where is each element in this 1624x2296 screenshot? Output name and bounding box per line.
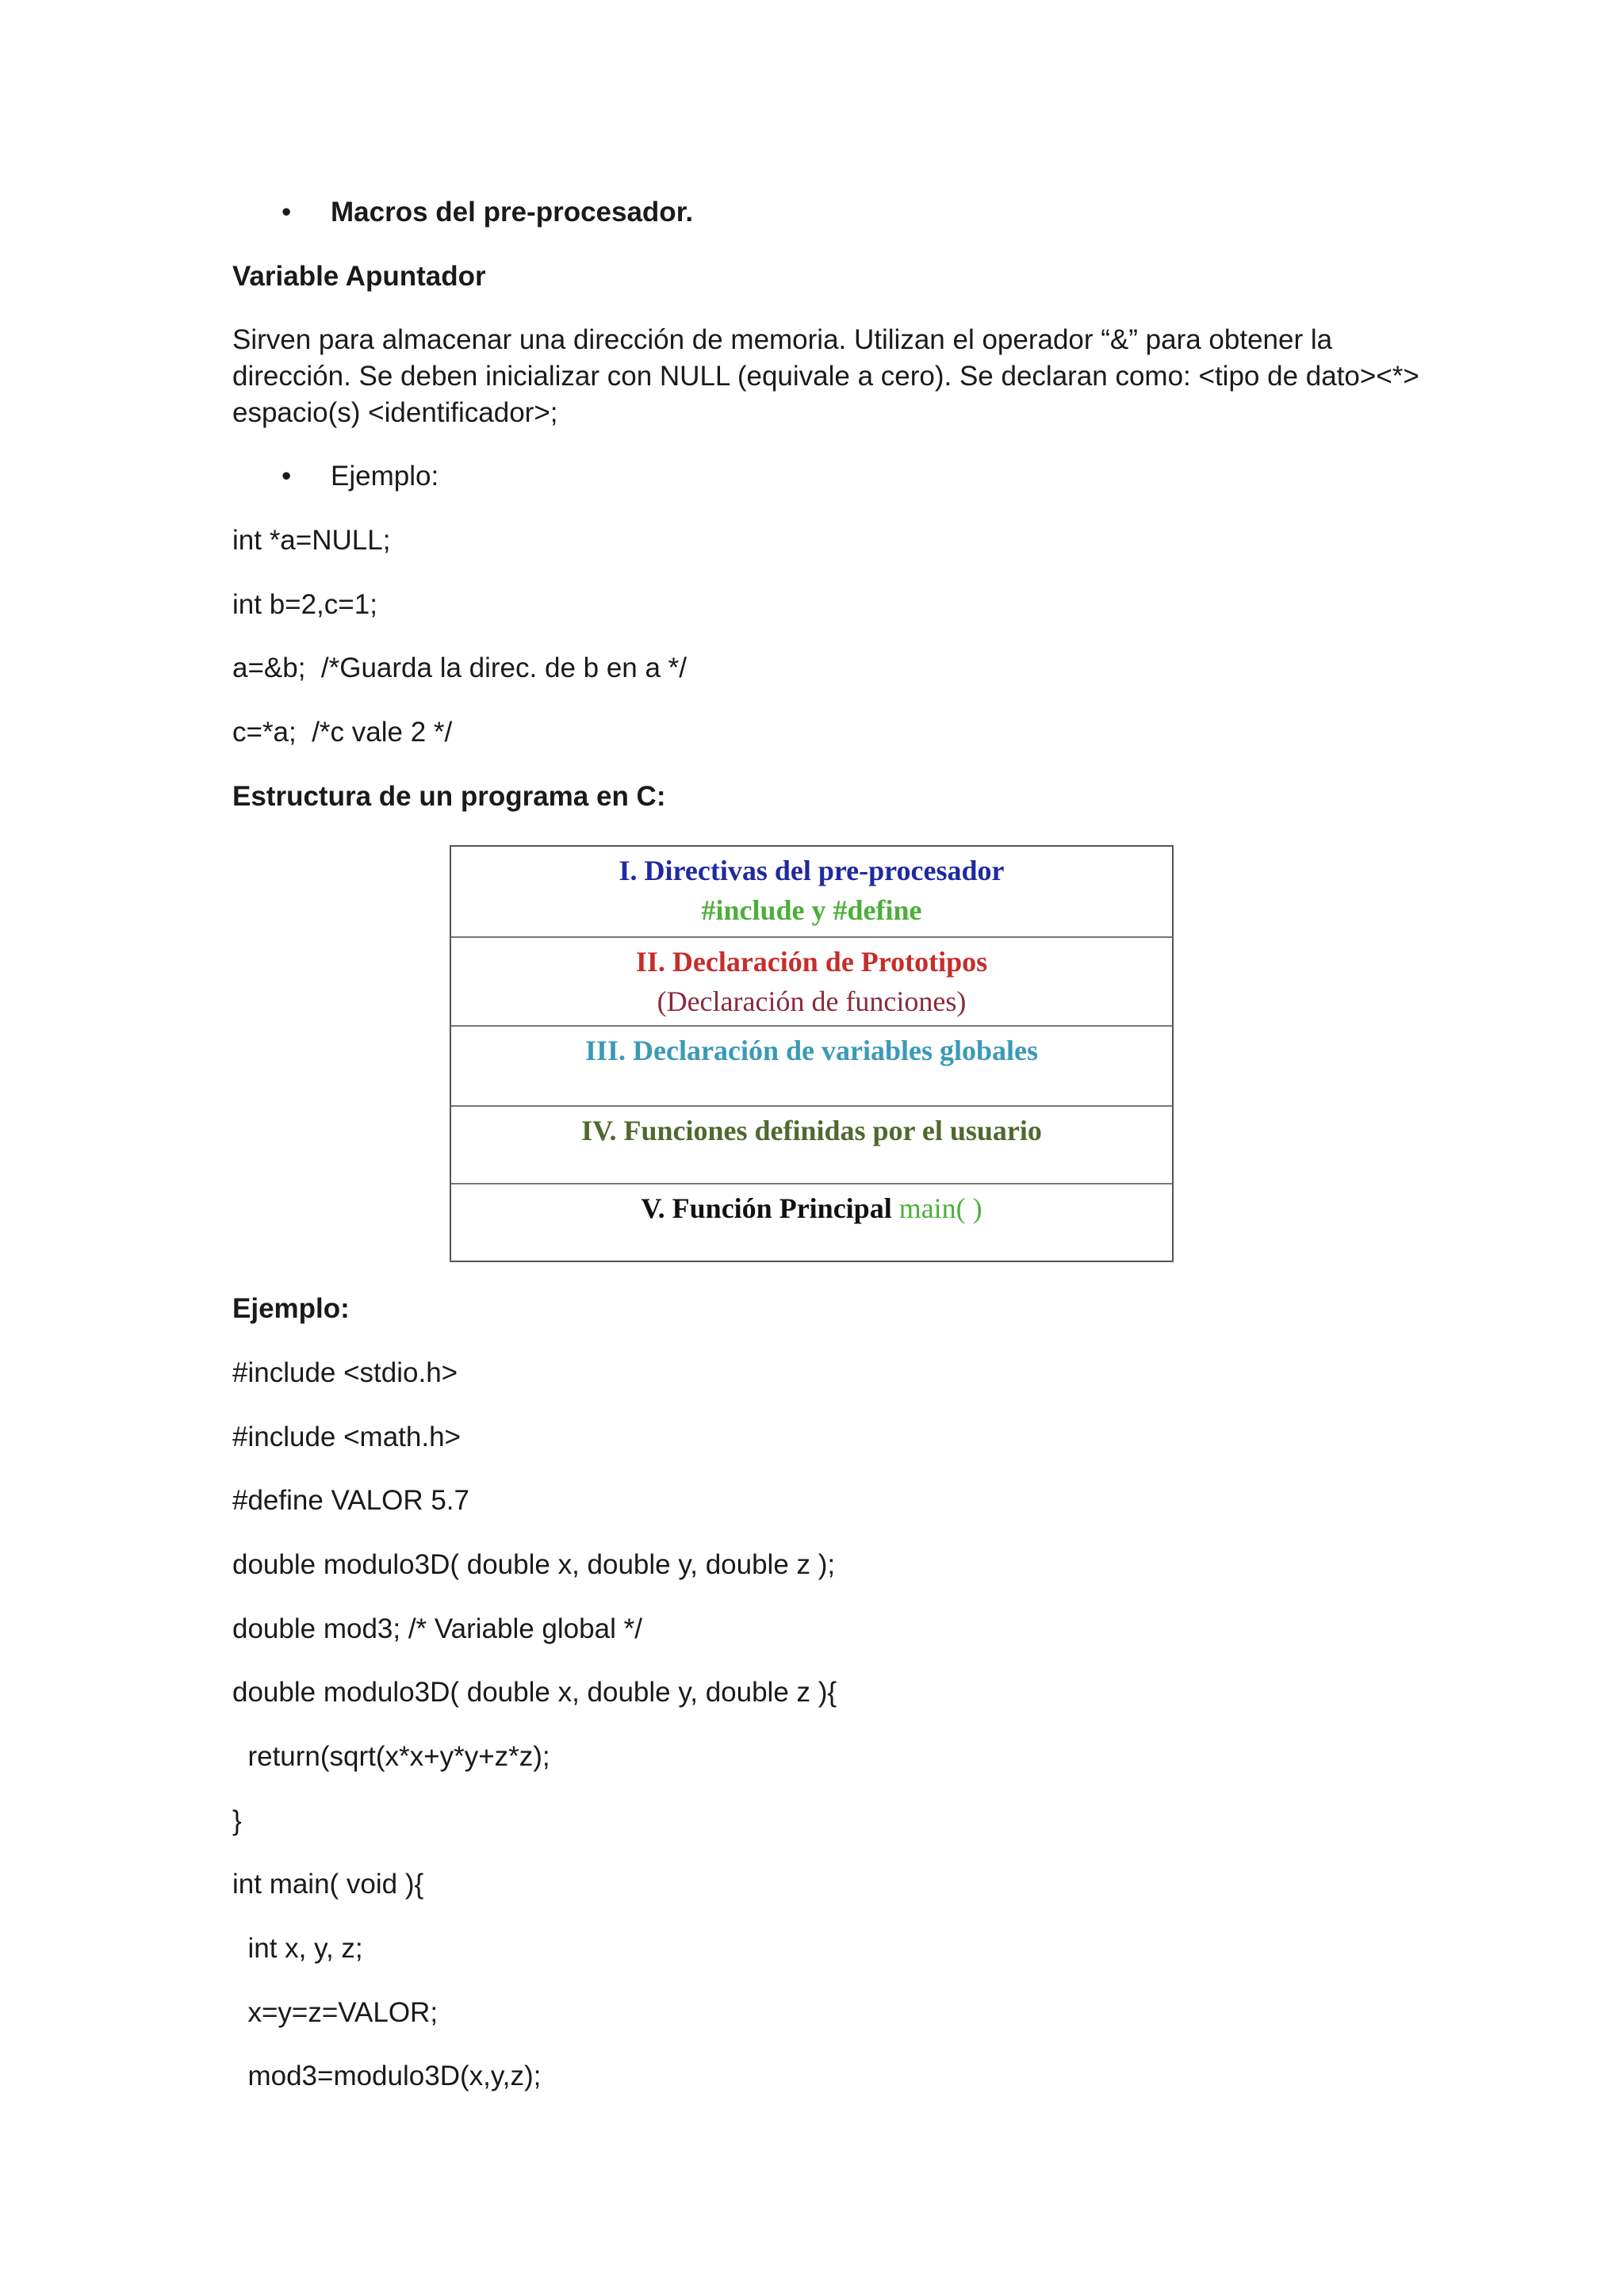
structure-row-prototipos <box>451 938 1172 1027</box>
code-line: #define VALOR 5.7 <box>232 1485 469 1516</box>
paragraph-line: espacio(s) <identificador>; <box>232 397 558 428</box>
code-line: #include <stdio.h> <box>232 1357 458 1388</box>
paragraph-line: Sirven para almacenar una dirección de memoria. Utilizan el operador “&” para obtener la <box>232 324 1333 355</box>
bullet-dot: • <box>282 461 292 492</box>
paragraph-variable-apuntador <box>232 322 1419 431</box>
code-line: double modulo3D( double x, double y, double z ); <box>232 1549 836 1580</box>
code-line: c=*a; /*c vale 2 */ <box>232 717 453 748</box>
heading-variable-apuntador: Variable Apuntador <box>232 261 486 292</box>
code-line: int b=2,c=1; <box>232 589 377 620</box>
code-line: x=y=z=VALOR; <box>232 1997 439 2028</box>
code-line: int main( void ){ <box>232 1869 424 1900</box>
structure-table <box>450 845 1174 1262</box>
structure-row-variables-globales <box>451 1027 1172 1107</box>
structure-row-directivas <box>451 847 1172 938</box>
code-line: } <box>232 1805 242 1836</box>
code-line: int x, y, z; <box>232 1933 363 1964</box>
structure-row-title: II. Declaración de Prototipos <box>635 946 988 978</box>
structure-row-subtitle: (Declaración de funciones) <box>657 985 967 1017</box>
code-line: #include <math.h> <box>232 1422 461 1452</box>
paragraph-line: dirección. Se deben inicializar con NULL (equivale a cero). Se declaran como: <tipo de dato><*> <box>232 361 1419 392</box>
bullet-ejemplo: Ejemplo: <box>331 461 439 492</box>
code-line: double mod3; /* Variable global */ <box>232 1613 642 1644</box>
code-line: mod3=modulo3D(x,y,z); <box>232 2061 542 2091</box>
code-line: double modulo3D( double x, double y, double z ){ <box>232 1677 837 1708</box>
bullet-dot: • <box>282 197 292 228</box>
structure-row-funciones-usuario <box>451 1107 1172 1184</box>
structure-row-subtitle: #include y #define <box>701 894 922 926</box>
code-line: a=&b; /*Guarda la direc. de b en a */ <box>232 652 688 683</box>
structure-row-title: I. Directivas del pre-procesador <box>619 855 1005 886</box>
heading-ejemplo: Ejemplo: <box>232 1293 350 1324</box>
structure-row-title: III. Declaración de variables globales <box>585 1035 1038 1066</box>
structure-row-funcion-principal <box>451 1184 1172 1261</box>
bullet-macros: Macros del pre-procesador. <box>331 197 694 228</box>
structure-row-title-main: V. Función Principal <box>641 1192 899 1224</box>
structure-row-title-main-fn: main( ) <box>898 1192 982 1224</box>
heading-estructura: Estructura de un programa en C: <box>232 781 666 812</box>
structure-row-title <box>451 1188 1172 1229</box>
code-line: return(sqrt(x*x+y*y+z*z); <box>232 1741 550 1772</box>
code-line: int *a=NULL; <box>232 525 391 556</box>
structure-row-title: IV. Funciones definidas por el usuario <box>581 1115 1042 1146</box>
